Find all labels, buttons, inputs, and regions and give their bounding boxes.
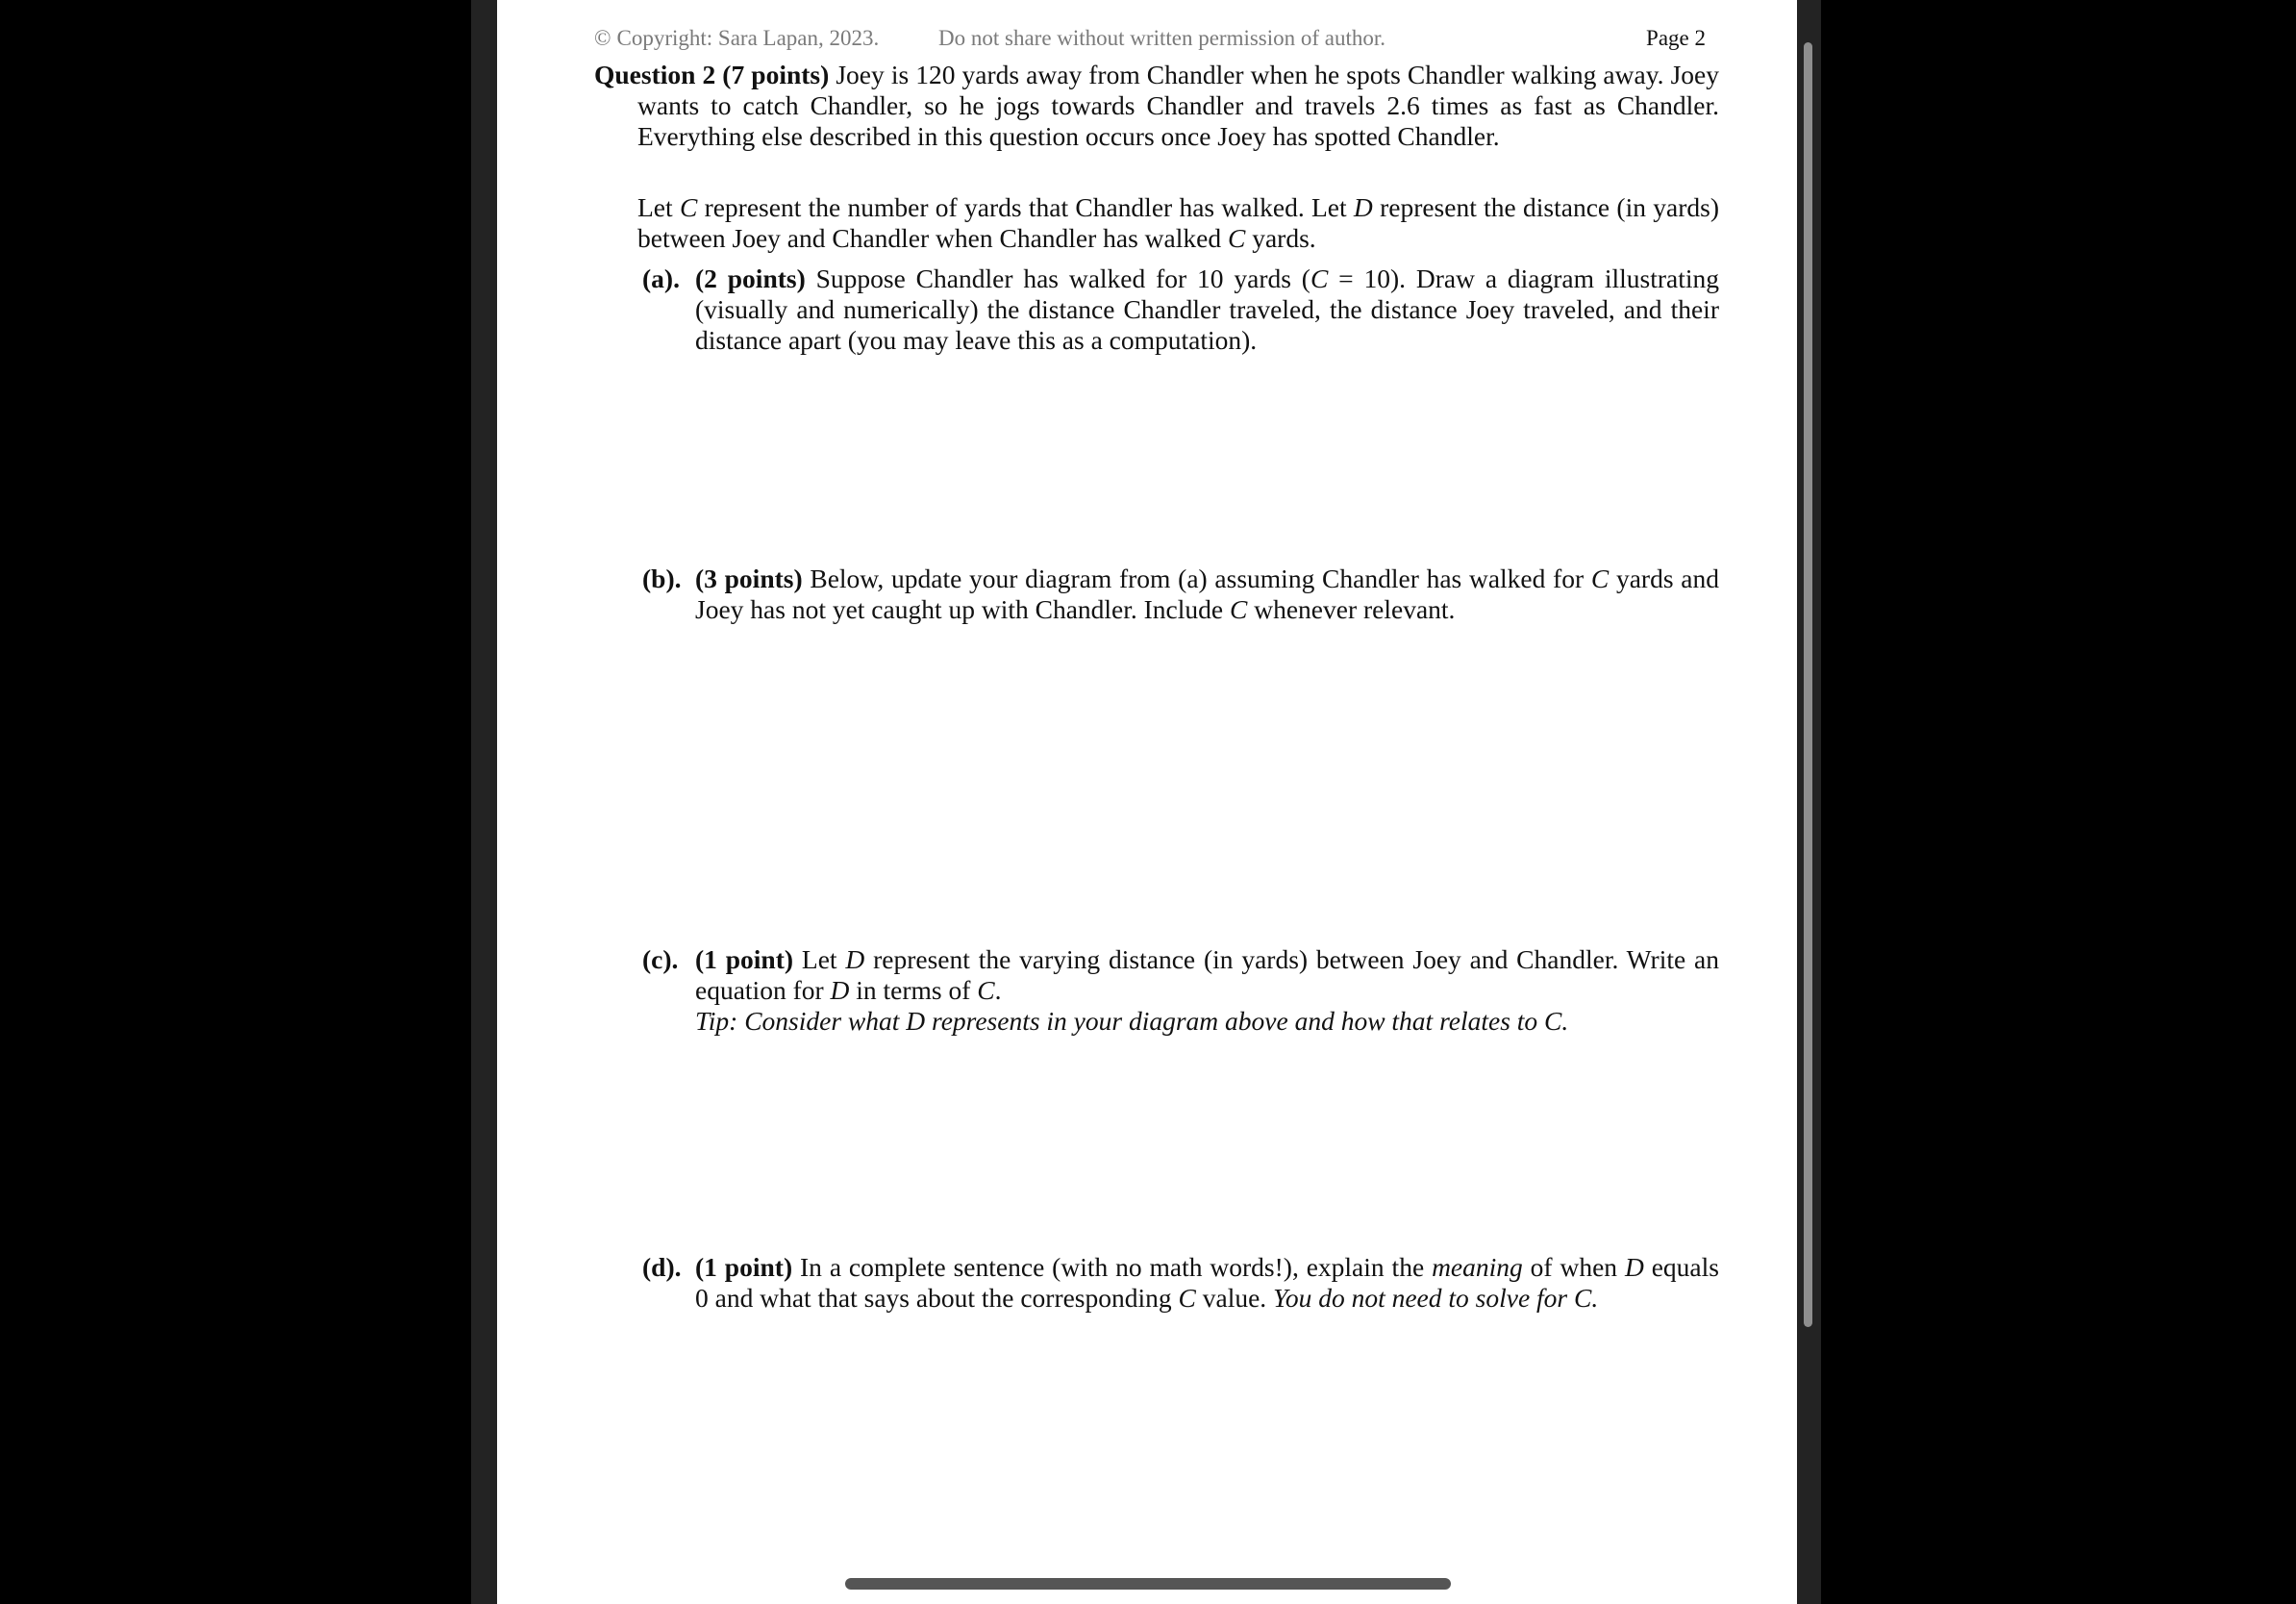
part-c — [594, 944, 1719, 1037]
part-c-text-4: . — [994, 975, 1002, 1005]
part-d-text-2: of when — [1522, 1252, 1625, 1282]
part-d-label: (d). — [642, 1252, 682, 1282]
part-d-text-3: equals 0 and what that says about the corresponding — [695, 1252, 1719, 1313]
question-intro — [594, 60, 1719, 152]
part-b-text-1: Below, update your diagram from (a) assuming Chandler has walked for — [802, 564, 1591, 593]
part-c-text-1: Let — [793, 944, 846, 974]
question-intro-text: Joey is 120 yards away from Chandler when he spots Chandler walking away. Joey wants to catch Chandler, so he jogs towards Chandler and travels 2.6 times as fast as Chandler. Everything else described in this question occurs once Joey has spotted Chandler. — [637, 60, 1720, 151]
part-d-text-1: In a complete sentence (with no math words!), explain the — [792, 1252, 1433, 1282]
part-a-text-2: = 10). Draw a diagram illustrating (visually and numerically) the distance Chandler traveled, the distance Joey traveled, and their distance apart (you may leave this as a computation). — [695, 263, 1719, 355]
share-notice: Do not share without written permission of author. — [938, 26, 1386, 50]
definitions-text-2: represent the number of yards that Chandler has walked. Let — [697, 192, 1354, 222]
page-header — [594, 23, 1719, 56]
page-number: Page 2 — [1646, 26, 1706, 50]
page-content — [594, 23, 1719, 1314]
variable-d: D — [830, 975, 850, 1005]
variable-c: C — [1178, 1283, 1196, 1313]
left-side-panel — [471, 0, 497, 1604]
document-page[interactable] — [497, 0, 1797, 1604]
variable-d: D — [1353, 192, 1373, 222]
copyright-text — [594, 23, 879, 54]
part-b-points: (3 points) — [695, 564, 803, 593]
home-indicator-bar[interactable] — [845, 1578, 1451, 1590]
definitions-text-3: represent the distance (in yards) between Joey and Chandler when Chandler has walked — [637, 192, 1719, 253]
part-c-text-3: in terms of — [849, 975, 978, 1005]
part-c-tip: Tip: Consider what D represents in your diagram above and how that relates to C. — [695, 1006, 1569, 1036]
definitions-text-4: yards. — [1245, 223, 1316, 253]
variable-d: D — [845, 944, 865, 974]
part-c-label: (c). — [642, 944, 679, 974]
part-d-note: You do not need to solve for C. — [1273, 1283, 1599, 1313]
part-b — [594, 564, 1719, 625]
variable-c: C — [1590, 564, 1610, 593]
right-black-margin — [1821, 0, 2296, 1604]
definitions-paragraph — [594, 192, 1719, 254]
part-b-text-2: yards and Joey has not yet caught up with Chandler. Include — [695, 564, 1719, 624]
part-d-points: (1 point) — [695, 1252, 793, 1282]
vertical-scrollbar[interactable] — [1804, 42, 1812, 1327]
part-c-text-2: represent the varying distance (in yards) between Joey and Chandler. Write an equation for — [695, 944, 1719, 1005]
variable-c: C — [977, 975, 995, 1005]
definitions-text-1: Let — [637, 192, 680, 222]
part-a — [594, 263, 1719, 356]
part-a-points: (2 points) — [695, 263, 806, 293]
variable-c: C — [679, 192, 698, 222]
copyright-label: Copyright: Sara Lapan, 2023. — [616, 26, 880, 50]
part-b-text-3: whenever relevant. — [1247, 594, 1456, 624]
part-c-points: (1 point) — [695, 944, 794, 974]
left-black-margin — [0, 0, 471, 1604]
part-d-text-4: value. — [1195, 1283, 1274, 1313]
part-a-label: (a). — [642, 263, 680, 293]
variable-c: C — [1230, 594, 1248, 624]
copyright-icon: © — [594, 26, 611, 50]
part-d — [594, 1252, 1719, 1314]
variable-c: C — [1310, 263, 1329, 293]
part-b-label: (b). — [642, 564, 682, 593]
part-d-meaning-emphasis: meaning — [1432, 1252, 1523, 1282]
variable-c: C — [1227, 223, 1246, 253]
variable-d: D — [1624, 1252, 1644, 1282]
question-title: Question 2 (7 points) — [594, 60, 830, 89]
part-a-text-1: Suppose Chandler has walked for 10 yards ( — [805, 263, 1310, 293]
